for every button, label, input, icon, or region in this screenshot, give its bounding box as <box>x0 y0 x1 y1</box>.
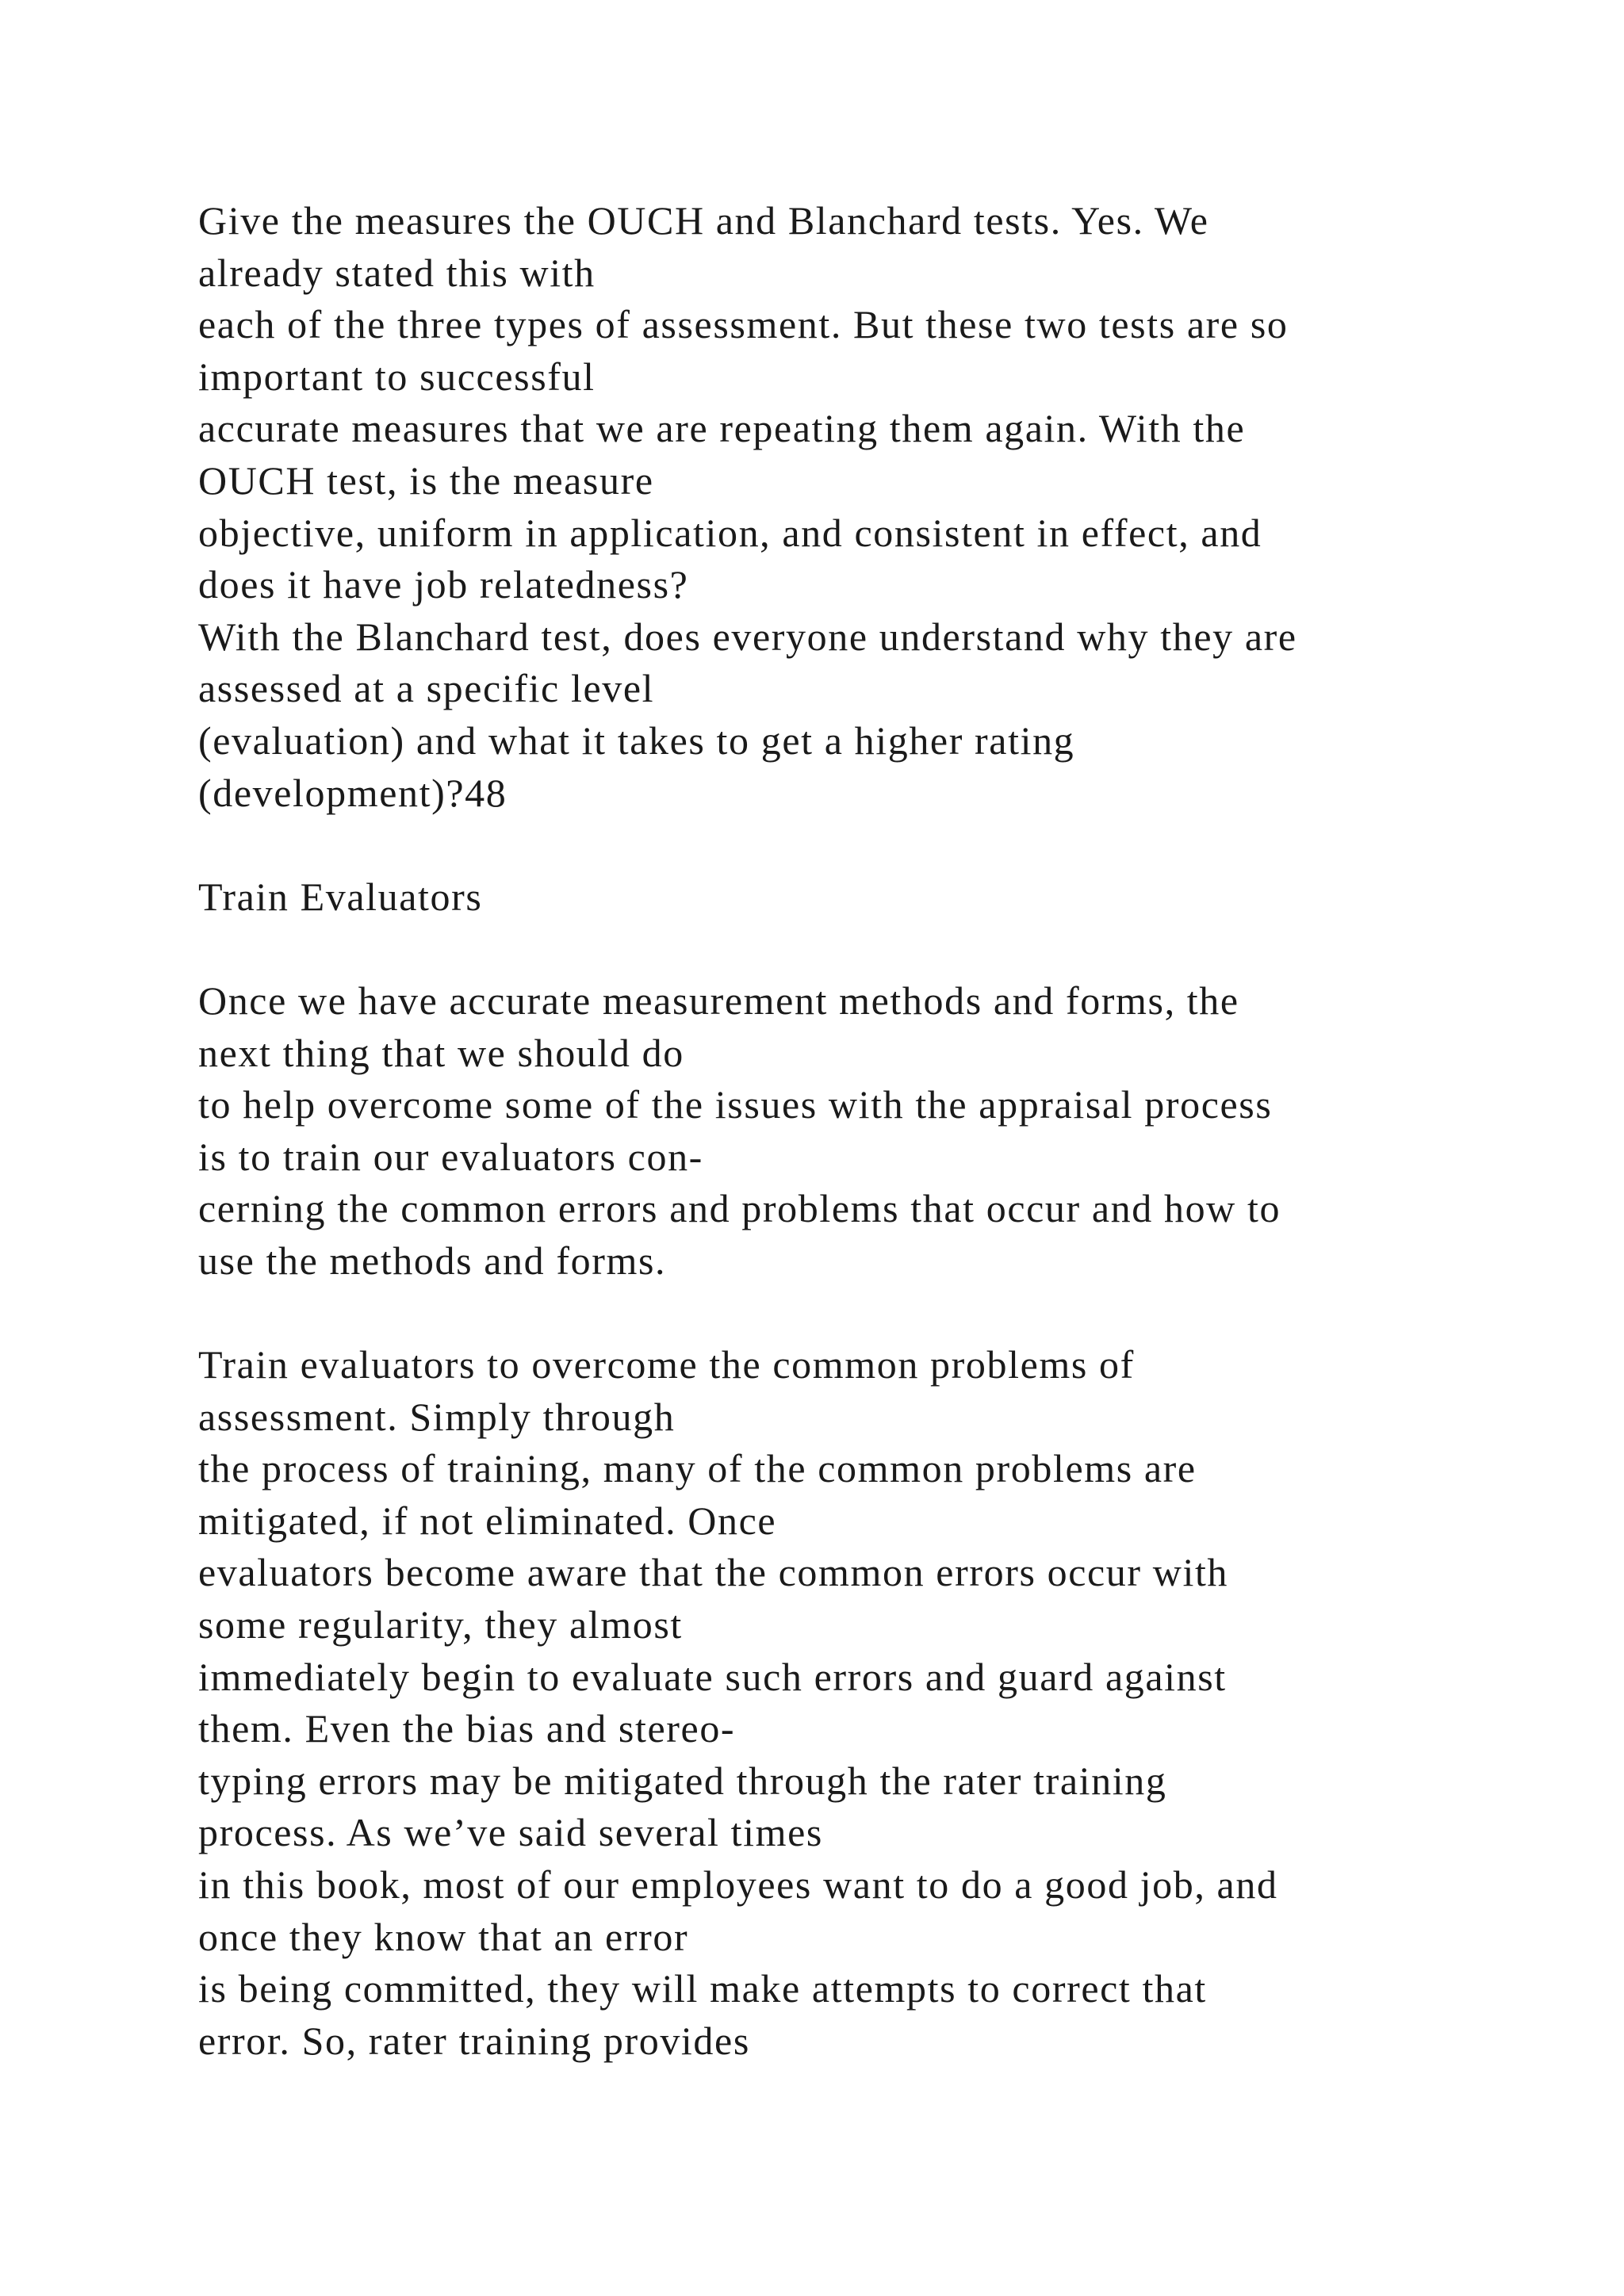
text-line: assessment. Simply through <box>198 1394 676 1439</box>
text-line: the process of training, many of the common problems are <box>198 1446 1197 1491</box>
blank-line <box>198 819 1546 871</box>
text-line: them. Even the bias and stereo- <box>198 1706 736 1751</box>
text-line: mitigated, if not eliminated. Once <box>198 1498 777 1543</box>
text-line: in this book, most of our employees want to do a good job, and <box>198 1862 1278 1907</box>
text-line: Train evaluators to overcome the common problems of <box>198 1342 1135 1387</box>
text-line: (development)?48 <box>198 770 508 815</box>
text-line: accurate measures that we are repeating them again. With the <box>198 406 1246 451</box>
text-line: assessed at a specific level <box>198 666 655 711</box>
text-line: With the Blanchard test, does everyone understand why they are <box>198 614 1297 659</box>
text-line: once they know that an error <box>198 1914 689 1959</box>
text-line: OUCH test, is the measure <box>198 457 654 503</box>
text-line: process. As we’ve said several times <box>198 1810 823 1855</box>
blank-line <box>198 923 1546 975</box>
section-heading: Train Evaluators <box>198 874 483 919</box>
text-line: does it have job relatedness? <box>198 562 689 607</box>
text-line: immediately begin to evaluate such errors and guard against <box>198 1654 1227 1699</box>
text-line: important to successful <box>198 354 596 399</box>
text-line: is being committed, they will make attempts to correct that <box>198 1966 1207 2011</box>
text-line: to help overcome some of the issues with the appraisal process <box>198 1082 1273 1127</box>
text-line: typing errors may be mitigated through the rater training <box>198 1758 1167 1803</box>
document-body <box>198 195 1546 2067</box>
text-line: evaluators become aware that the common errors occur with <box>198 1550 1229 1595</box>
text-line: cerning the common errors and problems that occur and how to <box>198 1186 1281 1231</box>
text-line: each of the three types of assessment. But these two tests are so <box>198 302 1289 347</box>
text-line: error. So, rater training provides <box>198 2018 750 2063</box>
text-line: Once we have accurate measurement methods and forms, the <box>198 978 1239 1023</box>
blank-line <box>198 1287 1546 1339</box>
text-line: (evaluation) and what it takes to get a higher rating <box>198 718 1075 763</box>
text-line: some regularity, they almost <box>198 1602 683 1647</box>
text-line: already stated this with <box>198 250 596 295</box>
text-line: objective, uniform in application, and consistent in effect, and <box>198 510 1262 555</box>
text-line: is to train our evaluators con- <box>198 1134 703 1179</box>
text-line: use the methods and forms. <box>198 1238 667 1283</box>
text-line: next thing that we should do <box>198 1030 684 1075</box>
text-line: Give the measures the OUCH and Blanchard tests. Yes. We <box>198 198 1209 243</box>
